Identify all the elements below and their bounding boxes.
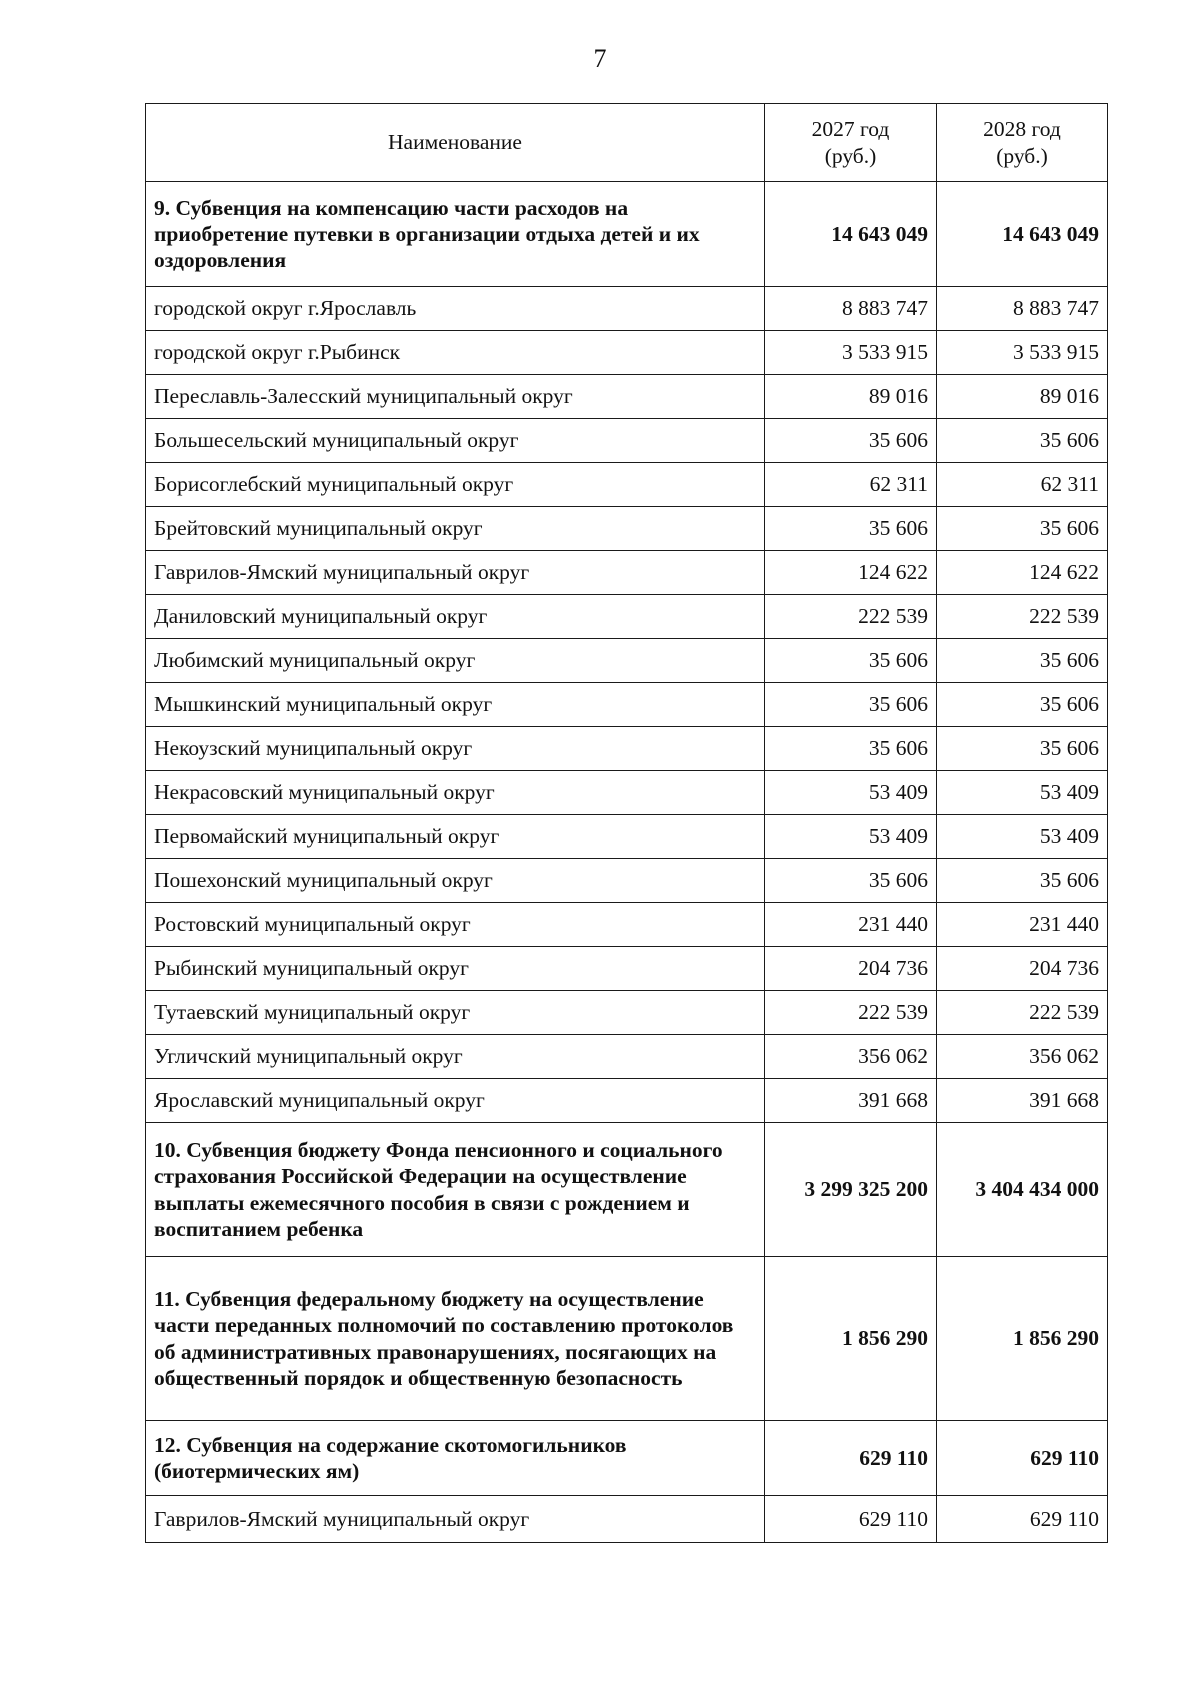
section-9-title: 9. Субвенция на компенсацию части расходов на приобретение путевки в организации отдыха детей и их оздоровления — [146, 182, 765, 287]
row-2027: 124 622 — [765, 551, 937, 595]
table-row — [146, 1496, 1108, 1543]
row-2028: 391 668 — [937, 1079, 1108, 1123]
section-12-title: 12. Субвенция на содержание скотомогильников (биотермических ям) — [146, 1421, 765, 1496]
row-2027: 8 883 747 — [765, 287, 937, 331]
table-row — [146, 419, 1108, 463]
row-name: Борисоглебский муниципальный округ — [146, 463, 765, 507]
row-name: Ростовский муниципальный округ — [146, 903, 765, 947]
row-name: Любимский муниципальный округ — [146, 639, 765, 683]
row-2027: 53 409 — [765, 815, 937, 859]
row-2027: 222 539 — [765, 991, 937, 1035]
section-10-row — [146, 1123, 1108, 1257]
column-header-2028-year: 2028 год — [983, 117, 1061, 142]
row-2028: 35 606 — [937, 419, 1108, 463]
table-row — [146, 683, 1108, 727]
column-header-2028 — [937, 104, 1108, 182]
row-2027: 35 606 — [765, 727, 937, 771]
section-12-2028: 629 110 — [937, 1421, 1108, 1496]
row-2027: 35 606 — [765, 683, 937, 727]
column-header-2027-year: 2027 год — [811, 117, 890, 142]
table-row — [146, 287, 1108, 331]
row-2027: 222 539 — [765, 595, 937, 639]
row-2028: 35 606 — [937, 507, 1108, 551]
row-name: Переславль-Залесский муниципальный округ — [146, 375, 765, 419]
section-11-2027: 1 856 290 — [765, 1257, 937, 1421]
table-row — [146, 595, 1108, 639]
subvention-table — [145, 103, 1108, 1543]
section-9-2028: 14 643 049 — [937, 182, 1108, 287]
row-name: Большесельский муниципальный округ — [146, 419, 765, 463]
row-name: городской округ г.Рыбинск — [146, 331, 765, 375]
row-2028: 89 016 — [937, 375, 1108, 419]
row-2028: 35 606 — [937, 727, 1108, 771]
table-row — [146, 551, 1108, 595]
section-9-row — [146, 182, 1108, 287]
row-name: Брейтовский муниципальный округ — [146, 507, 765, 551]
row-2027: 204 736 — [765, 947, 937, 991]
row-name: городской округ г.Ярославль — [146, 287, 765, 331]
row-2027: 35 606 — [765, 859, 937, 903]
row-name: Мышкинский муниципальный округ — [146, 683, 765, 727]
table-row — [146, 991, 1108, 1035]
table-header-row — [146, 104, 1108, 182]
table-row — [146, 331, 1108, 375]
table-row — [146, 727, 1108, 771]
row-2027: 231 440 — [765, 903, 937, 947]
section-9-2027: 14 643 049 — [765, 182, 937, 287]
row-name: Некоузский муниципальный округ — [146, 727, 765, 771]
row-2028: 124 622 — [937, 551, 1108, 595]
row-2028: 35 606 — [937, 639, 1108, 683]
row-2027: 62 311 — [765, 463, 937, 507]
row-2028: 8 883 747 — [937, 287, 1108, 331]
row-2028: 62 311 — [937, 463, 1108, 507]
table-row — [146, 375, 1108, 419]
column-header-name: Наименование — [146, 104, 765, 182]
row-name: Пошехонский муниципальный округ — [146, 859, 765, 903]
table-row — [146, 1079, 1108, 1123]
row-name: Угличский муниципальный округ — [146, 1035, 765, 1079]
table-row — [146, 639, 1108, 683]
section-11-2028: 1 856 290 — [937, 1257, 1108, 1421]
table-row — [146, 903, 1108, 947]
row-name: Гаврилов-Ямский муниципальный округ — [146, 551, 765, 595]
column-header-2028-unit: (руб.) — [996, 143, 1048, 168]
row-name: Рыбинский муниципальный округ — [146, 947, 765, 991]
row-2027: 53 409 — [765, 771, 937, 815]
row-2028: 53 409 — [937, 771, 1108, 815]
row-2027: 391 668 — [765, 1079, 937, 1123]
row-2028: 3 533 915 — [937, 331, 1108, 375]
table-row — [146, 1035, 1108, 1079]
row-2028: 231 440 — [937, 903, 1108, 947]
table-row — [146, 815, 1108, 859]
row-2027: 35 606 — [765, 419, 937, 463]
table-row — [146, 463, 1108, 507]
row-name: Гаврилов-Ямский муниципальный округ — [146, 1496, 765, 1543]
table-row — [146, 947, 1108, 991]
row-name: Тутаевский муниципальный округ — [146, 991, 765, 1035]
row-2028: 35 606 — [937, 683, 1108, 727]
row-name: Даниловский муниципальный округ — [146, 595, 765, 639]
row-2027: 3 533 915 — [765, 331, 937, 375]
row-2028: 356 062 — [937, 1035, 1108, 1079]
row-name: Ярославский муниципальный округ — [146, 1079, 765, 1123]
page-number: 7 — [593, 44, 607, 73]
section-10-title: 10. Субвенция бюджету Фонда пенсионного и социального страхования Российской Федерации на осуществление выплаты ежемесячного пособия в связи с рождением и воспитанием ребенка — [146, 1123, 765, 1257]
section-12-row — [146, 1421, 1108, 1496]
row-2028: 35 606 — [937, 859, 1108, 903]
row-2027: 35 606 — [765, 507, 937, 551]
section-11-row — [146, 1257, 1108, 1421]
row-2028: 53 409 — [937, 815, 1108, 859]
row-2027: 89 016 — [765, 375, 937, 419]
row-2028: 222 539 — [937, 991, 1108, 1035]
column-header-2027 — [765, 104, 937, 182]
row-2027: 35 606 — [765, 639, 937, 683]
table-row — [146, 771, 1108, 815]
section-12-2027: 629 110 — [765, 1421, 937, 1496]
row-name: Некрасовский муниципальный округ — [146, 771, 765, 815]
table-row — [146, 507, 1108, 551]
row-2028: 222 539 — [937, 595, 1108, 639]
table-row — [146, 859, 1108, 903]
row-name: Первомайский муниципальный округ — [146, 815, 765, 859]
row-2028: 629 110 — [937, 1496, 1108, 1543]
row-2027: 356 062 — [765, 1035, 937, 1079]
row-2027: 629 110 — [765, 1496, 937, 1543]
column-header-2027-unit: (руб.) — [824, 143, 877, 168]
section-10-2028: 3 404 434 000 — [937, 1123, 1108, 1257]
section-10-2027: 3 299 325 200 — [765, 1123, 937, 1257]
row-2028: 204 736 — [937, 947, 1108, 991]
section-11-title: 11. Субвенция федеральному бюджету на осуществление части переданных полномочий по составлению протоколов об административных правонарушениях, посягающих на общественный порядок и общественную безопасность — [146, 1257, 765, 1421]
